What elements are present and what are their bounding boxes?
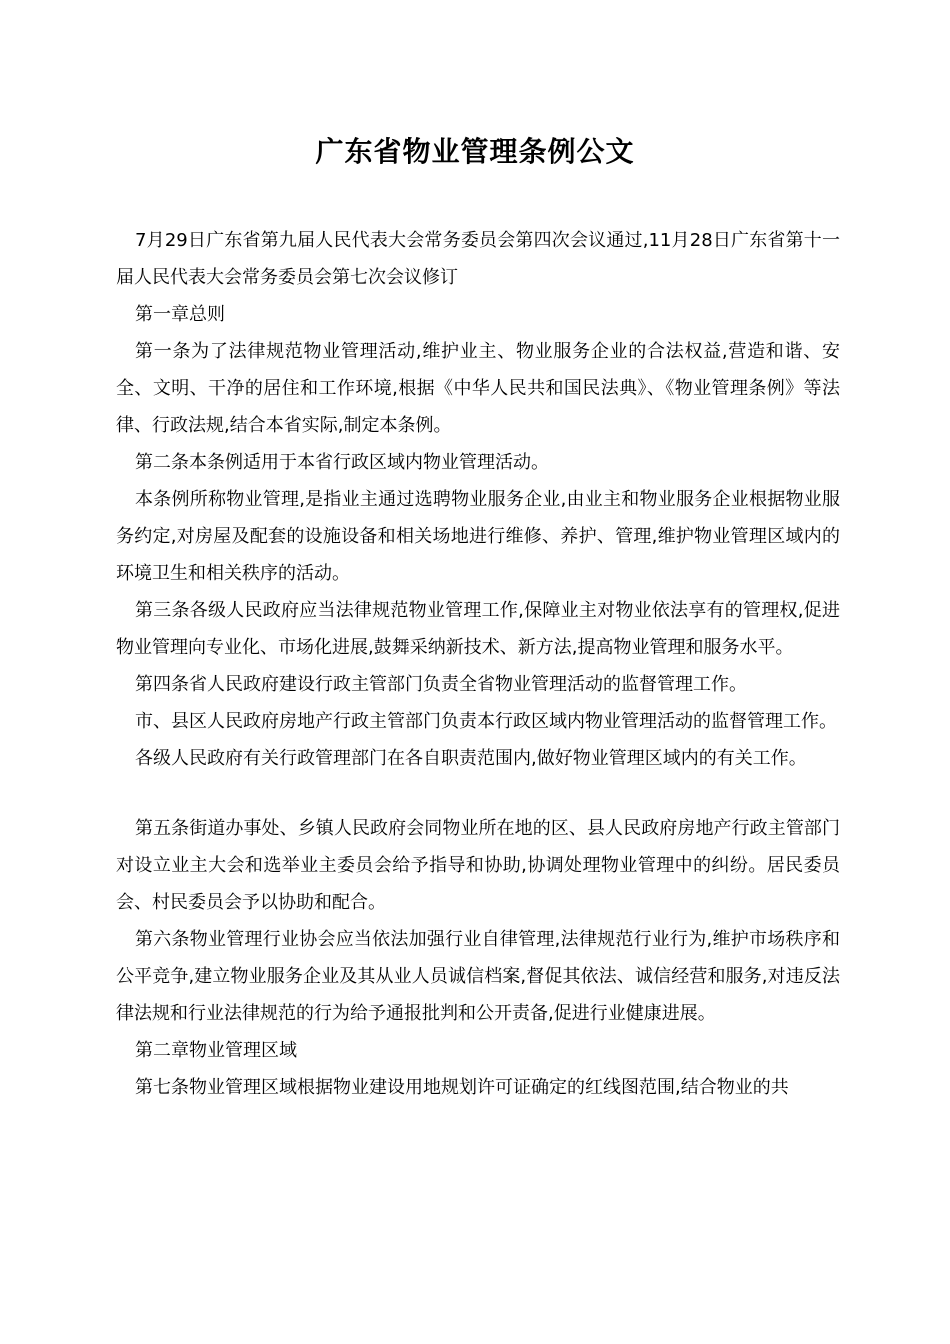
article-paragraph: 第七条物业管理区域根据物业建设用地规划许可证确定的红线图范围,结合物业的共 xyxy=(135,1077,789,1098)
preamble-paragraph: 7月29日广东省第九届人民代表大会常务委员会第四次会议通过,11月28日广东省第十一届人民代表大会常务委员会第七次会议修订 xyxy=(116,230,840,288)
article-paragraph: 第一条为了法律规范物业管理活动,维护业主、物业服务企业的合法权益,营造和谐、安全、文明、干净的居住和工作环境,根据《中华人民共和国民法典》、《物业管理条例》等法律、行政法规,结合本省实际,制定本条例。 xyxy=(116,341,840,436)
article-paragraph: 第二条本条例适用于本省行政区域内物业管理活动。 xyxy=(135,452,549,473)
chapter-heading: 第一章总则 xyxy=(135,304,225,325)
article-paragraph: 第三条各级人民政府应当法律规范物业管理工作,保障业主对物业依法享有的管理权,促进物业管理向专业化、市场化进展,鼓舞采纳新技术、新方法,提高物业管理和服务水平。 xyxy=(116,600,840,658)
article-paragraph: 各级人民政府有关行政管理部门在各自职责范围内,做好物业管理区域内的有关工作。 xyxy=(135,748,807,769)
article-paragraph: 第五条街道办事处、乡镇人民政府会同物业所在地的区、县人民政府房地产行政主管部门对设立业主大会和选举业主委员会给予指导和协助,协调处理物业管理中的纠纷。居民委员会、村民委员会予以协助和配合。 xyxy=(116,818,840,913)
chapter-heading: 第二章物业管理区域 xyxy=(135,1040,297,1061)
document-body xyxy=(116,222,840,1106)
article-paragraph: 第四条省人民政府建设行政主管部门负责全省物业管理活动的监督管理工作。 xyxy=(135,674,747,695)
article-paragraph: 本条例所称物业管理,是指业主通过选聘物业服务企业,由业主和物业服务企业根据物业服务约定,对房屋及配套的设施设备和相关场地进行维修、养护、管理,维护物业管理区域内的环境卫生和相关秩序的活动。 xyxy=(116,489,840,584)
article-paragraph: 第六条物业管理行业协会应当依法加强行业自律管理,法律规范行业行为,维护市场秩序和公平竞争,建立物业服务企业及其从业人员诚信档案,督促其依法、诚信经营和服务,对违反法律法规和行业法律规范的行为给予通报批判和公开责备,促进行业健康进展。 xyxy=(116,929,840,1024)
document-title: 广东省物业管理条例公文 xyxy=(315,135,635,168)
article-paragraph: 市、县区人民政府房地产行政主管部门负责本行政区域内物业管理活动的监督管理工作。 xyxy=(135,711,837,732)
